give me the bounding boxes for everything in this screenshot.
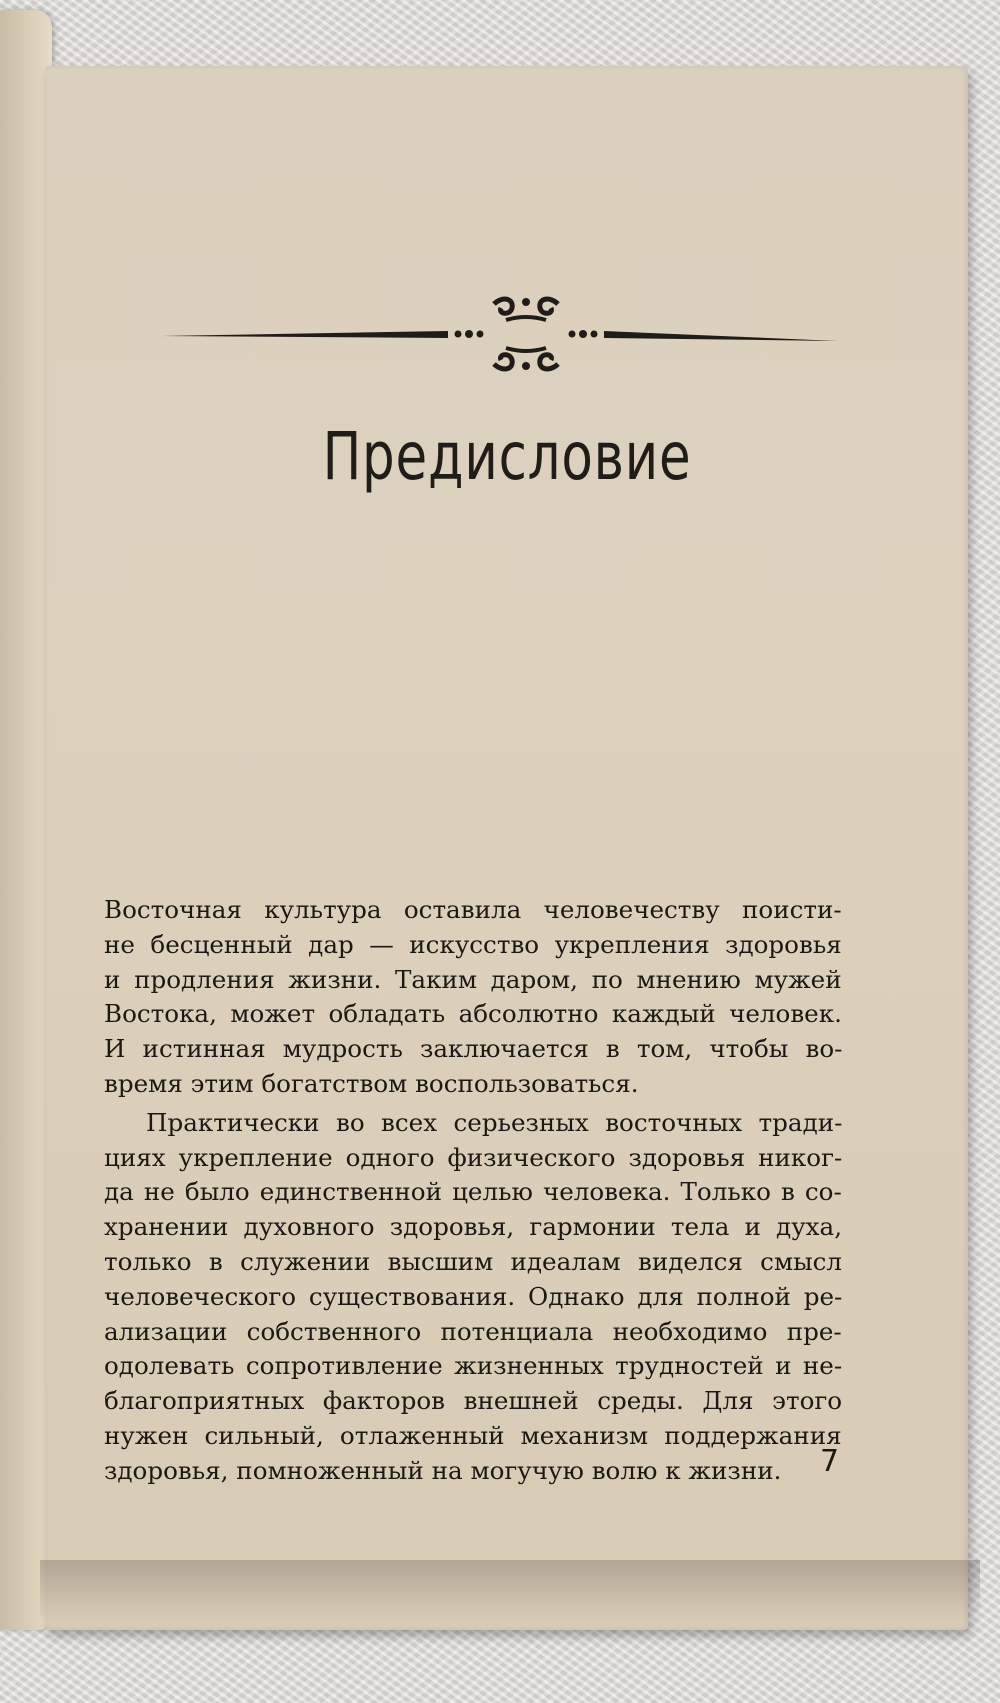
page-number: 7: [820, 1444, 840, 1479]
text-line: только в служении высшим идеалам виделся смысл: [104, 1246, 843, 1276]
text-line: здоровья, помноженный на могучую волю к жизни.: [104, 1455, 782, 1485]
paragraph: [104, 1106, 842, 1489]
text-line: и продления жизни. Таким даром, по мнению мужей: [104, 964, 842, 994]
flourish-divider-icon: [118, 284, 838, 374]
text-line: циях укрепление одного физического здоровья никог-: [104, 1142, 843, 1172]
text-line: хранении духовного здоровья, гармонии тела и духа,: [104, 1212, 843, 1242]
text-line: ализации собственного потенциала необходимо пре-: [104, 1316, 842, 1346]
text-line: благоприятных факторов внешней среды. Для этого: [104, 1386, 843, 1416]
paragraph: [104, 893, 842, 1102]
facing-page-edge: [0, 10, 52, 1630]
text-line: Восточная культура оставила человечеству поисти-: [104, 895, 842, 924]
text-line: время этим богатством воспользоваться.: [104, 1068, 639, 1098]
page-shadow: [40, 1560, 980, 1620]
text-line: И истинная мудрость заключается в том, чтобы во-: [104, 1034, 843, 1064]
body-text: [104, 893, 842, 1489]
text-line: да не было единственной целью человека. Только в со-: [104, 1177, 842, 1207]
chapter-heading: Предисловие: [322, 418, 692, 495]
text-line: Востока, может обладать абсолютно каждый человек.: [104, 999, 842, 1029]
text-line: не бесценный дар — искусство укрепления здоровья: [104, 929, 842, 959]
book-page: [46, 66, 968, 1630]
text-line: Практически во всех серьезных восточных тради-: [146, 1107, 843, 1137]
text-line: нужен сильный, отлаженный механизм поддержания: [104, 1420, 842, 1450]
text-line: одолевать сопротивление жизненных трудностей и не-: [104, 1351, 843, 1381]
text-line: человеческого существования. Однако для полной ре-: [104, 1281, 843, 1311]
